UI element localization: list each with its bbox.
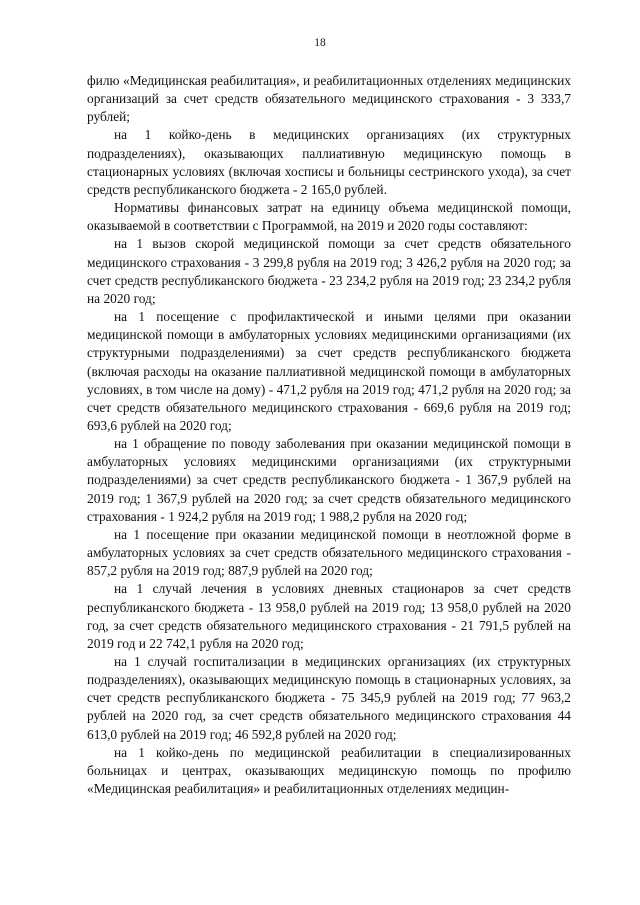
paragraph: на 1 случай госпитализации в медицинских организациях (их структурных подразделениях), оказывающих медицинскую помощь в стационарных условиях, за счет средств республиканского бюджета - 75 345,9 рублей на 2019 год; 77 963,2 рублей на 2020 год, за счет средств обязательного медицинского страхования 44 613,0 рублей на 2019 год; 46 592,8 рублей на 2020 год;	[87, 654, 571, 742]
paragraph: Нормативы финансовых затрат на единицу объема медицинской помощи, оказываемой в соответствии с Программой, на 2019 и 2020 годы составляют:	[87, 200, 571, 234]
paragraph: на 1 койко-день по медицинской реабилитации в специализированных больницах и центрах, оказывающих медицинскую помощь по профилю «Медицинская реабилитация» и реабилитационных отделениях медицин-	[87, 744, 571, 797]
document-body	[87, 72, 571, 798]
paragraph: на 1 вызов скорой медицинской помощи за счет средств обязательного медицинского страхования - 3 299,8 рубля на 2019 год; 3 426,2 рубля на 2020 год; за счет средств республиканского бюджета - 23 234,2 рубля на 2019 год; 23 234,2 рубля на 2020 год;	[87, 236, 571, 306]
paragraph: на 1 случай лечения в условиях дневных стационаров за счет средств республиканского бюджета - 13 958,0 рублей на 2019 год; 13 958,0 рублей на 2020 год, за счет средств обязательного медицинского страхования - 21 791,5 рублей на 2019 год и 22 742,1 рубля на 2020 год;	[87, 581, 571, 651]
page-number: 18	[314, 37, 326, 49]
paragraph: на 1 посещение с профилактической и иными целями при оказании медицинской помощи в амбулаторных условиях медицинскими организациями (их структурными подразделениями) за счет средств республиканского бюджета (включая расходы на оказание паллиативной медицинской помощи в амбулаторных условиях, в том числе на дому) - 471,2 рубля на 2019 год; 471,2 рубля на 2020 год; за счет средств обязательного медицинского страхования - 669,6 рубля на 2019 год; 693,6 рублей на 2020 год;	[87, 309, 571, 433]
paragraph: на 1 койко-день в медицинских организациях (их структурных подразделениях), оказывающих паллиативную медицинскую помощь в стационарных условиях (включая хосписы и больницы сестринского ухода), за счет средств республиканского бюджета - 2 165,0 рублей.	[87, 127, 571, 197]
paragraph: на 1 посещение при оказании медицинской помощи в неотложной форме в амбулаторных условиях за счет средств обязательного медицинского страхования - 857,2 рубля на 2019 год; 887,9 рублей на 2020 год;	[87, 526, 571, 579]
paragraph-continuation: филю «Медицинская реабилитация», и реабилитационных отделениях медицинских организаций за счет средств обязательного медицинского страхования - 3 333,7 рублей;	[87, 73, 571, 125]
paragraph: на 1 обращение по поводу заболевания при оказании медицинской помощи в амбулаторных условиях медицинскими организациями (их структурными подразделениями) за счет средств республиканского бюджета - 1 367,9 рублей на 2019 год; 1 367,9 рублей на 2020 год; за счет средств обязательного медицинского страхования - 1 924,2 рубля на 2019 год; 1 988,2 рубля на 2020 год;	[87, 436, 571, 524]
